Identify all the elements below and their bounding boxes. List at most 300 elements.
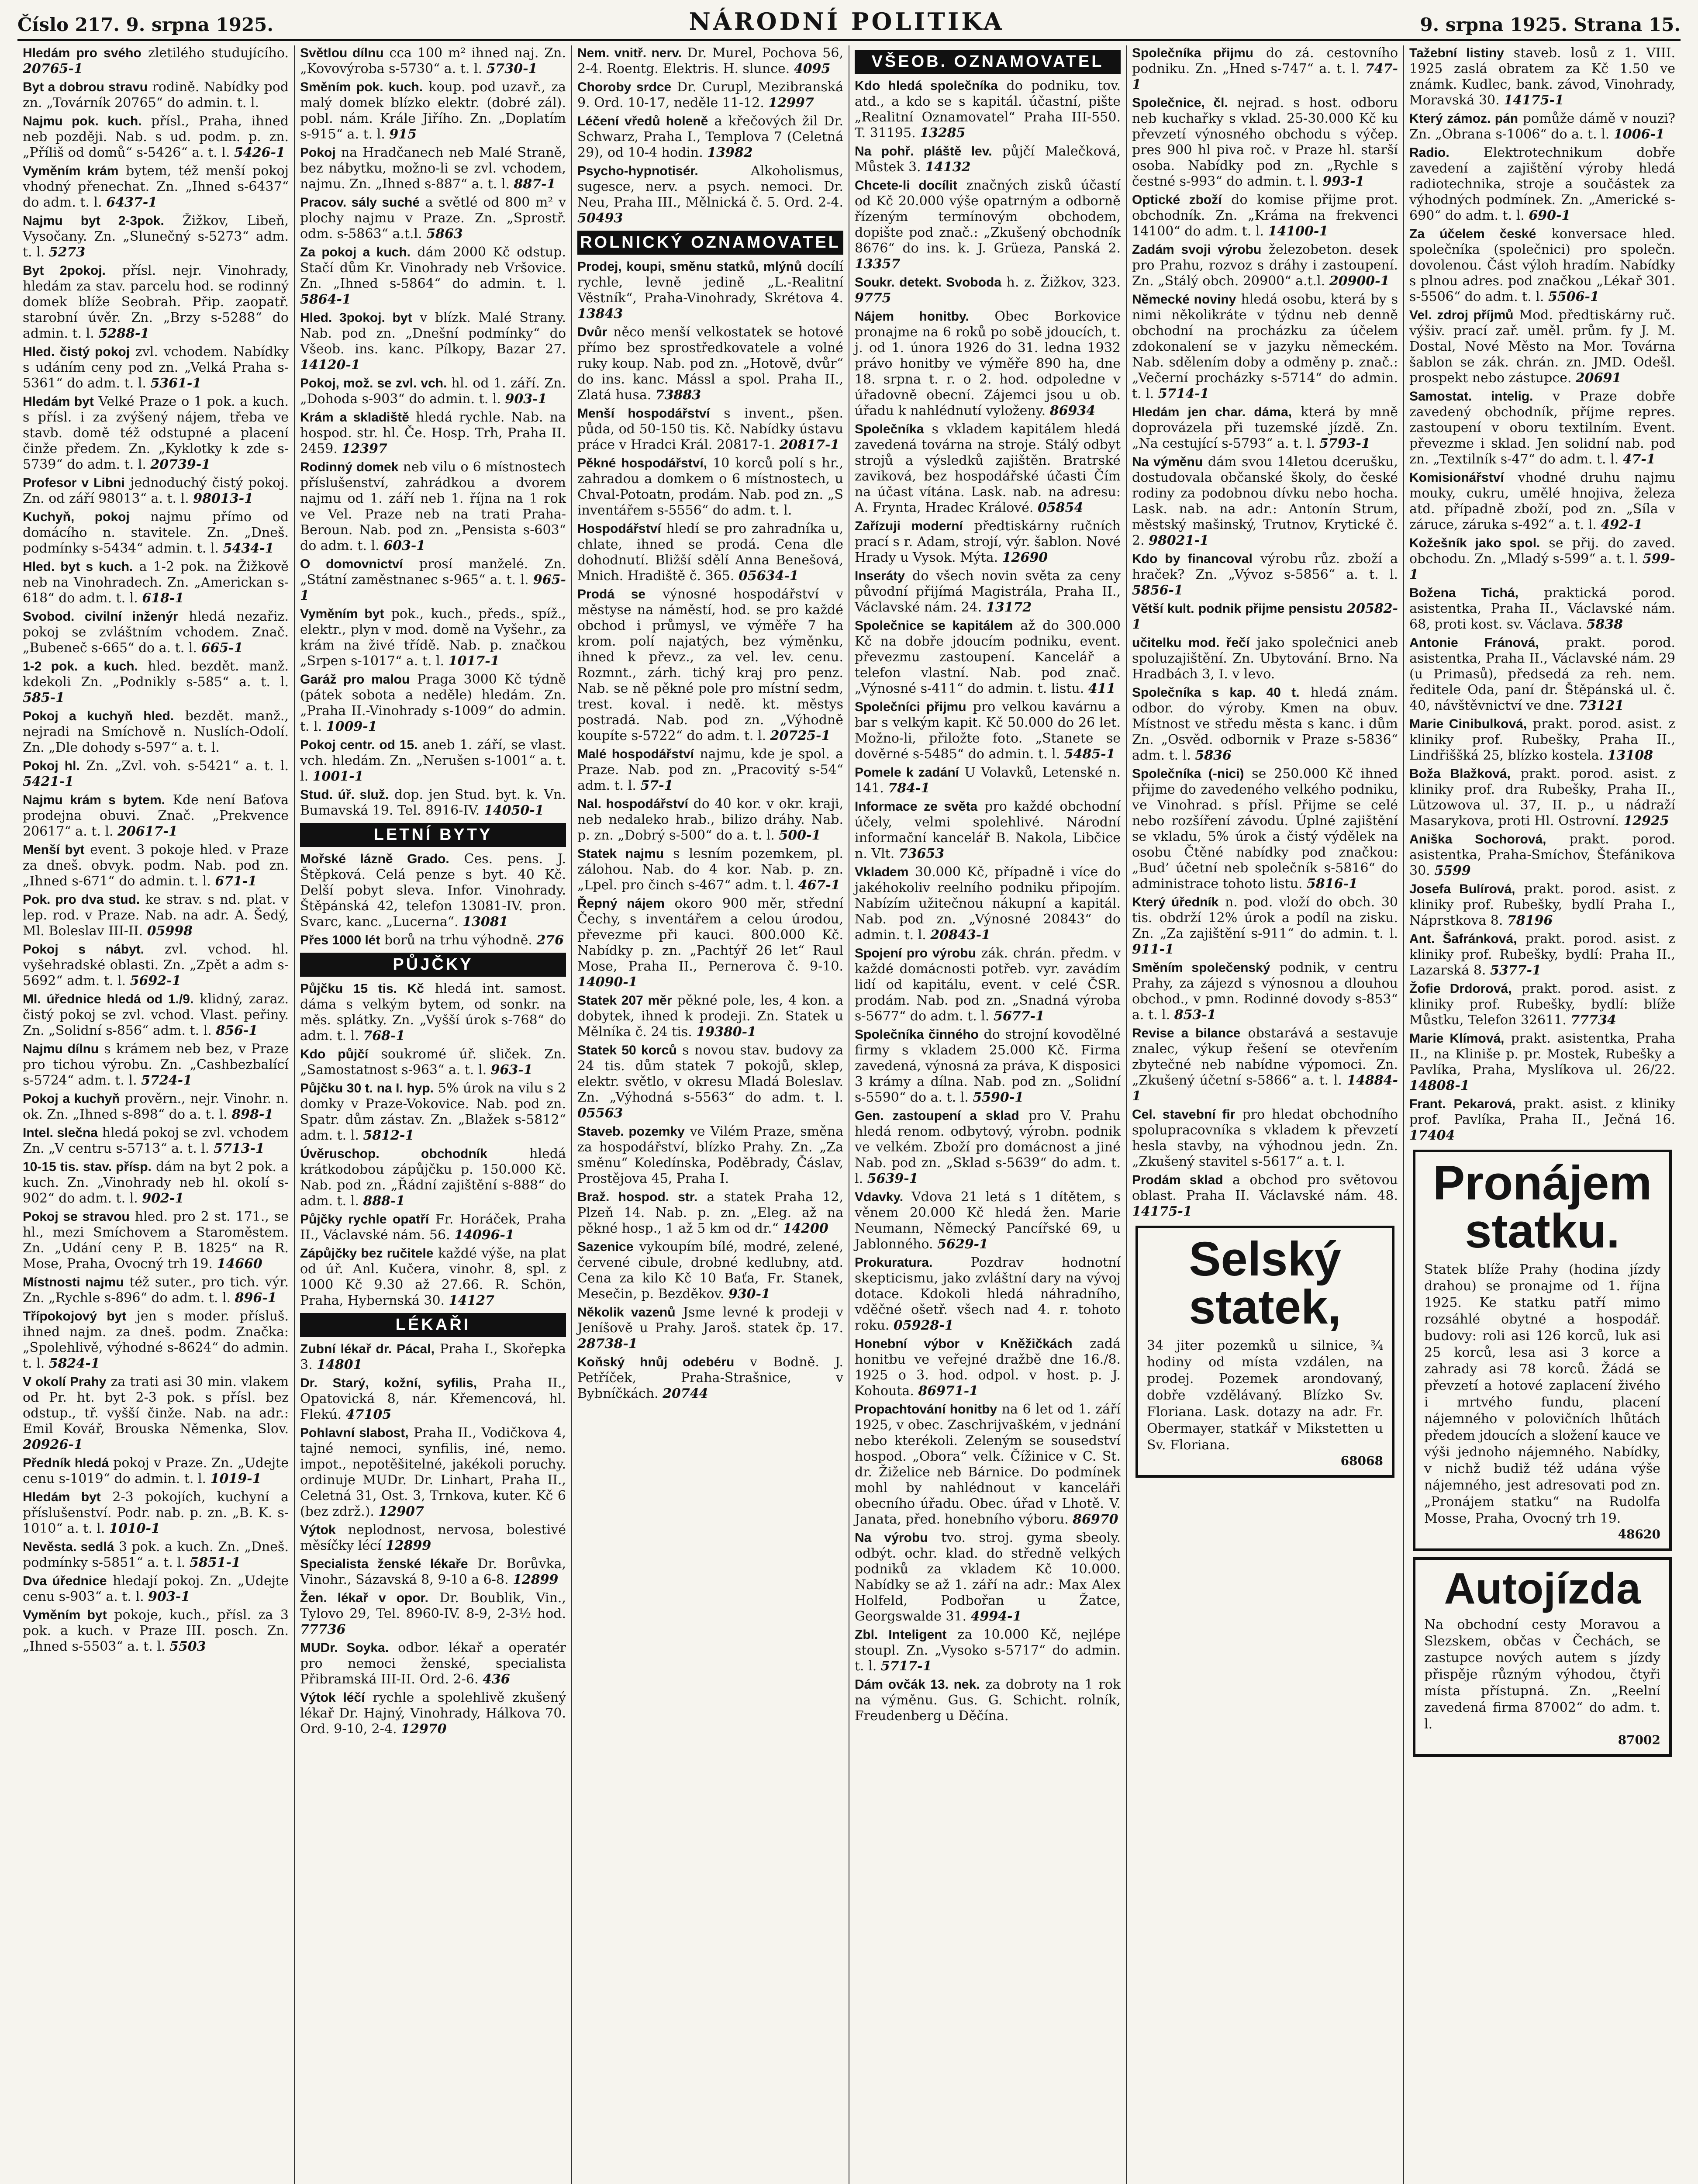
display-ad-code: 48620	[1618, 1527, 1660, 1541]
ad-keyword: Pokoj	[300, 145, 336, 160]
ad-text: neplodnost, nervosa, bolestivé měsíčky lécí	[300, 1522, 566, 1553]
classified-ad	[855, 1336, 1121, 1399]
ad-text: Dr. Murel, Pochova 56, 2-4. Roentg. Elektris. H. slunce.	[577, 45, 843, 76]
classified-ad	[577, 114, 843, 161]
ad-text: pro každé obchodní účely, velmi spolehlivé. Národní informační kancelář B. Nakola, Libčice n. Vlt.	[855, 799, 1121, 861]
ad-code: 768-1	[363, 1028, 405, 1044]
display-ad-title: Selský statek,	[1189, 1232, 1341, 1334]
ad-code: 98013-1	[193, 491, 253, 506]
ad-text: Praha II., Opatovická 8, nár. Křemencová, hl. Flekú.	[300, 1375, 566, 1422]
classified-ad	[23, 1489, 289, 1537]
classified-ad	[1409, 45, 1675, 108]
ad-text: konversace hled. společníka (společnici) pro společn. dovolenou. Část výloh hradím. Nabídky s plnou adres. pod značkou „Lékař 301. s-5506“ do adm. t. l.	[1409, 226, 1675, 304]
ad-code: 1006-1	[1613, 127, 1665, 142]
ad-text: výnosné hospodářství v městyse na náměstí, hod. se pro každé obchod i průmysl, ve výměře 7 ha krom. polí najatých, bez výměnku, ihned k převz., za vel. lev. cenu. Rozmnt., zárh. tichý kraj pro penz. Nab. se ně pěkné pole pro místní sedm, trest. koval. i nedě. kt. městys postradá. Nab. pod zn. „Výhodně koupíte s-5722“ do adm. t. l.	[577, 587, 843, 743]
ad-text: Alkoholismus, sugesce, nerv. a psych. nemoci. Dr. Neu, Praha III., Mělnická č. 5. Ord. 2-4.	[577, 163, 843, 210]
ad-text: Dr. Curupl, Mezibranská 9. Ord. 10-17, neděle 11-12.	[577, 79, 843, 111]
classified-ad	[23, 509, 289, 556]
classified-ad	[23, 1573, 289, 1605]
ad-text: na Hradčanech neb Malé Straně, bez nábytku, možno-li se zvl. vchodem, najmu. Zn. „Ihned s-887“ a. t. l.	[300, 145, 566, 192]
classified-ad	[1409, 981, 1675, 1028]
ad-text: do všech novin světa za ceny původní přijímá Magistrála, Praha II., Václavské nám. 24.	[855, 568, 1121, 615]
ad-code: 20926-1	[23, 1437, 83, 1452]
ad-text: U Volavků, Letenské n. 141.	[855, 765, 1121, 796]
ad-text: Velké Praze o 1 pok. a kuch. s přísl. i za zvýšený nájem, třeba ve stavb. domě též odstupné a placení činže předem. Zn. „Kyklotky k zde s-5739“ do adm. t. l.	[23, 394, 289, 472]
classified-ad	[23, 1209, 289, 1272]
ad-keyword: Ml. úřednice hledá od 1./9.	[23, 992, 194, 1006]
ad-text: hledá rychle. Nab. na hospod. str. hl. Če. Hosp. Trh, Praha II. 2459.	[300, 410, 566, 456]
ad-keyword: Honební výbor v Kněžičkách	[855, 1337, 1073, 1351]
ad-keyword: Inseráty	[855, 569, 905, 583]
ad-code: 5724-1	[141, 1073, 192, 1088]
classified-ad	[1132, 192, 1398, 239]
ad-code: 12925	[1623, 813, 1669, 829]
section-banner: LETNÍ BYTY	[300, 823, 566, 847]
ad-keyword: Chcete-li docílit	[855, 178, 957, 193]
classified-ad	[577, 1124, 843, 1187]
ad-code: 17404	[1409, 1128, 1455, 1143]
ad-keyword: Stud. úř. služ.	[300, 788, 389, 802]
ad-text: n. pod. vloží do obch. 30 tis. obdrží 12% úrok a podíl na zisku. Zn. „Za zajištění s-911“ do admin. t. l.	[1132, 895, 1398, 941]
classified-ad	[1409, 716, 1675, 764]
ad-text: železobeton. desek pro Prahu, rozvoz s dráhy i zastoupení. Zn. „Stálý obch. 20900“ a.t.l.	[1132, 242, 1398, 289]
ad-code: 5599	[1434, 863, 1471, 878]
ad-code: 5506-1	[1548, 289, 1599, 304]
ad-keyword: Půjčku 15 tis. Kč	[300, 981, 424, 996]
ad-keyword: Dvůr	[577, 325, 607, 339]
ad-keyword: Rodinný domek	[300, 460, 399, 474]
ad-code: 5851-1	[190, 1555, 241, 1570]
ad-text: se přij. do zaved. obchodu. Zn. „Mladý s-599“ a. t. l.	[1409, 536, 1675, 567]
ad-text: do komise přijme prot. obchodník. Zn. „Kráma na frekvenci 14100“ do adm. t. l.	[1132, 192, 1398, 239]
section-banner: ROLNICKÝ OZNAMOVATEL	[577, 231, 843, 255]
classified-ad	[23, 475, 289, 507]
ad-code: 5856-1	[1132, 583, 1183, 598]
ad-code: 5485-1	[1064, 746, 1115, 762]
ad-keyword: Nájem honitby.	[855, 309, 969, 324]
ad-keyword: Který zámoz. pán	[1409, 111, 1519, 126]
ad-keyword: Statek 50 korců	[577, 1043, 677, 1057]
classified-ad	[577, 259, 843, 322]
ad-text: hl. od 1. září. Zn. „Dohoda s-903“ do admin. t. l.	[300, 376, 566, 407]
ad-keyword: Pokoj centr. od 15.	[300, 738, 418, 752]
classified-ad	[1132, 685, 1398, 764]
ad-text: podnik, v centru Prahy, za zájezd s výnosnou a dlouhou obchod., v pmn. Rodinné dovody s-853“ a. t. l.	[1132, 960, 1398, 1023]
classified-ad	[1409, 585, 1675, 632]
ad-keyword: Společníci přijmu	[855, 700, 966, 714]
ad-code: 5863	[426, 226, 463, 242]
ad-keyword: Hledám byt	[23, 1490, 101, 1504]
ad-text: jen s moder. přísluš. ihned najm. za dneš. podm. Značka: „Spolehlivě, výhodné s-8624“ do admin. t. l.	[23, 1309, 289, 1371]
classified-ad	[577, 1189, 843, 1237]
ad-keyword: Světlou dílnu	[300, 46, 384, 60]
ad-text: do podniku, tov. atd., a kdo se s kapitál. účastní, pište „Realitní Oznamovatel“ Praha III-550. T. 31195.	[855, 78, 1121, 141]
classified-ad	[855, 946, 1121, 1024]
ad-text: předtiskárny ručních prací s r. Adam, strojí, výr. šablon. Nové Hrady u Vysok. Mýta.	[855, 518, 1121, 565]
ad-code: 618-1	[142, 591, 184, 606]
ad-text: výrobu růz. zboží a hraček? Zn. „Vývoz s-5856“ a. t. l.	[1132, 551, 1398, 582]
ad-text: 5% úrok na vilu s 2 domky v Praze-Vokovice. Nab. pod zn. Spatr. dům zástav. Zn. „Blažek s-5812“ adm. t. l.	[300, 1081, 566, 1143]
classified-ad	[300, 606, 566, 669]
ad-text: půjčí Malečková, Můstek 3.	[855, 144, 1121, 175]
ad-keyword: Společníka	[855, 422, 924, 436]
classified-ad	[855, 144, 1121, 175]
ad-text: hledá znám. odbor. do výroby. Kmen na obuv. Místnost ve středu města s kanc. i dům Zn. „Osvěd. odbornik v Praze s-5836“ adm. t. l.	[1132, 685, 1398, 763]
ad-text: Žižkov, Libeň, Vysočany. Zn. „Slunečný s-5273“ adm. t. l.	[23, 213, 289, 260]
ad-code: 1017-1	[448, 653, 500, 669]
ad-text: s vkladem kapitálem hledá zavedená továrna na stroje. Stálý odbyt strojů a výsledků zajištěn. Bratrské zaviková, bez hospodářské účasti Čím na účast vítána. Lask. nab. na adresu: A. Frynta, Hradec Králové.	[855, 422, 1121, 515]
issue-date: Číslo 217. 9. srpna 1925.	[17, 14, 274, 35]
ad-text: Ces. pens. J. Štěpková. Celá penze s byt. 40 Kč. Delší pobyt sleva. Infor. Vinohrady. Štěpánská 42, telefon 13081-IV. pron. Svarc, kanc. „Lucerna“.	[300, 851, 566, 930]
ad-keyword: Pohlavní slabost,	[300, 1426, 409, 1440]
ad-text: jednoduchý čistý pokoj. Zn. od září 98013“ a. t. l.	[23, 475, 289, 506]
ad-code: 5639-1	[867, 1171, 918, 1186]
ad-code: 5692-1	[130, 973, 181, 988]
ad-keyword: Prokuratura.	[855, 1255, 933, 1270]
display-ad	[1135, 1226, 1394, 1478]
classified-ad	[300, 310, 566, 373]
ad-text: ke strav. s nd. plat. v lep. rod. v Praze. Nab. na adr. A. Šedý, Ml. Boleslav III-II.	[23, 892, 289, 939]
classified-ad	[855, 178, 1121, 272]
ad-code: 915	[389, 127, 417, 142]
ad-code: 05634-1	[738, 568, 799, 584]
ad-keyword: Na výměnu	[1132, 455, 1203, 469]
ad-keyword: Prodej, koupi, směnu statků, mlýnů	[577, 259, 802, 274]
ad-keyword: 10-15 tis. stav. přísp.	[23, 1160, 152, 1174]
column-1	[17, 45, 295, 2184]
ad-keyword: Dva úřednice	[23, 1574, 107, 1588]
ad-text: do 40 kor. v okr. kraji, neb nedaleko hrab., bilizo dráhy. Nab. p. zn. „Dobrý s-500“ do a. t. l.	[577, 796, 843, 843]
ad-text: a obchod pro světovou oblast. Praha II. Václavské nám. 48.	[1132, 1172, 1398, 1203]
ad-text: praktická porod. asistentka, Praha II., Václavské nám. 68, proti kost. sv. Václava.	[1409, 585, 1676, 632]
ad-text: prakt. porod. asist. z kliniky prof. dra Rubešky, Praha II., Lützowova ul. 37, II. p., u nádraží Masarykova, proti Hl. Ostrovní.	[1409, 766, 1675, 829]
ad-keyword: Pracov. sály suché	[300, 195, 420, 210]
ad-keyword: Předník hledá	[23, 1456, 109, 1470]
ad-code: 14120-1	[300, 357, 360, 373]
section-banner: PŮJČKY	[300, 953, 566, 977]
ad-keyword: Pokoj s nábyt.	[23, 942, 145, 957]
ad-keyword: Který úředník	[1132, 895, 1219, 909]
section-banner: LÉKAŘI	[300, 1313, 566, 1337]
ad-keyword: Německé noviny	[1132, 292, 1236, 307]
ad-text: nejrad. s host. odboru neb kuchařky s vklad. 25-30.000 Kč ku převzetí výnosného obchodu s výčep. pres 900 hl piva roč. v Praze hl. starší osoba. Nabídky pod zn. „Rychle s čestné s-993“ do admin. t. l.	[1132, 95, 1398, 189]
classified-ad	[855, 309, 1121, 419]
ad-code: 436	[483, 1672, 510, 1687]
ad-text: soukromé úř. sliček. Zn. „Samostatnost s-963“ a. t. l.	[300, 1047, 566, 1078]
classified-ad	[1132, 1172, 1398, 1220]
ad-keyword: Antonie Fránová,	[1409, 636, 1539, 650]
ad-code: 47105	[345, 1407, 392, 1422]
ad-keyword: Pomele k zadání	[855, 765, 959, 780]
ad-code: 903-1	[148, 1589, 190, 1604]
ad-code: 1001-1	[312, 769, 364, 784]
column-4	[849, 45, 1127, 2184]
ad-code: 47-1	[1622, 452, 1656, 467]
ad-code: 898-1	[231, 1107, 274, 1122]
ad-text: pokoj v Praze. Zn. „Udejte cenu s-1019“ do admin. t. l.	[23, 1455, 289, 1486]
ad-text: vhodné druhu najmu mouky, cukru, umělé hnojiva, železa atd. případně zboží, pod zn. „Síla v záruce, záruka s-492“ a. t. l.	[1409, 470, 1675, 532]
ad-code: 14175-1	[1132, 1204, 1192, 1219]
ad-code: 9775	[855, 290, 891, 306]
ad-code: 5677-1	[993, 1009, 1045, 1024]
ad-code: 20617-1	[117, 824, 178, 839]
ad-code: 903-1	[505, 391, 547, 407]
ad-text: zletilého studujícího.	[141, 45, 289, 61]
ad-keyword: Nal. hospodářství	[577, 797, 688, 811]
ad-keyword: Kožešník jako spol.	[1409, 536, 1540, 550]
ad-text: se 250.000 Kč ihned přijme do zavedeného velkého podniku, ve Vinohrad. s přísl. Přijme se celé nebo rozšíření závodu. Úplné zajištění se vkladu, 5% úrok a čistý výdělek na osobu Čtěné nabídky pod značkou: „Bud’ účetní neb společník s-5816“ do administrace tohoto listu.	[1132, 766, 1398, 892]
classified-ad	[577, 521, 843, 584]
ad-text: pro V. Prahu hledá renom. odbytový, výrobn. podnik ve velkém. Zboží pro domácnost a jiné Nab. pod zn. „Sklad s-5639“ do adm. t. l.	[855, 1108, 1121, 1186]
ad-text: pro velkou kavárnu a bar s velkým kapit. Kč 50.000 do 26 let. Možno-li, přiložte foto. „Stanete se dověrné s-5485“ do admin. t. l.	[855, 699, 1121, 762]
ad-keyword: Pokoj se stravou	[23, 1209, 130, 1224]
ad-code: 5503	[169, 1639, 206, 1654]
ad-code: 930-1	[728, 1286, 770, 1302]
ad-keyword: Hledám jen char. dáma,	[1132, 405, 1292, 419]
classified-ad	[1132, 960, 1398, 1023]
classified-ad	[300, 145, 566, 192]
classified-ad	[300, 1375, 566, 1423]
ad-code: 20900-1	[1329, 273, 1390, 289]
classified-ad	[577, 163, 843, 226]
ad-code: 888-1	[363, 1193, 405, 1209]
classified-ad	[1132, 1026, 1398, 1104]
ad-keyword: Propachtování honitby	[855, 1402, 997, 1417]
ad-keyword: Dr. Starý, kožní, syfilis,	[300, 1376, 477, 1390]
ad-text: prakt. porod. asistentka, Praha-Smíchov, Štefánikova 30.	[1409, 832, 1675, 878]
ad-code: 14127	[449, 1293, 495, 1308]
ad-code: 50493	[577, 211, 623, 226]
ad-keyword: Najmu krám s bytem.	[23, 793, 165, 807]
classified-ad	[1409, 766, 1675, 829]
classified-ad	[23, 842, 289, 889]
ad-text: pro hledat obchodního spolupracovníka s vkladem k převzetí hesla stavby, na výhodnou jedn. Zn. „Zkušený stavitel s-5617“ a. t. l.	[1132, 1107, 1398, 1169]
ad-code: 12690	[1002, 550, 1048, 565]
ad-keyword: Pokoj hl.	[23, 759, 80, 773]
classified-ad	[855, 78, 1121, 141]
ad-code: 1010-1	[109, 1521, 160, 1536]
ad-text: prakt. porod. asistentka, Praha II., Václavské nám. 29 (u Primasů), předsedá za reh. nem. ředitele Oda, paní dr. Štěpánská ul. č. 40, návštěvnictví ve dne.	[1409, 635, 1675, 713]
ad-text: 10 korců polí s hr., zahradou a domkem o 6 místnostech, u Chval-Potoatn, prodám. Nab. pod zn. „S inventářem s-5556“ do adm. t. l.	[577, 456, 843, 518]
classified-ad	[1409, 1096, 1675, 1144]
ad-code: 5714-1	[1158, 386, 1209, 401]
column-2	[295, 45, 572, 2184]
classified-ad	[855, 1530, 1121, 1624]
ad-keyword: Soukr. detekt. Svoboda	[855, 275, 1001, 290]
ad-code: 20691	[1575, 370, 1622, 386]
ad-keyword: Za pokoj a kuch.	[300, 245, 411, 259]
classified-ad	[855, 1402, 1121, 1527]
ad-text: 2-3 pokojích, kuchyní a příslušenství. Podr. nab. p. zn. „B. K. s-1010“ a. t. l.	[23, 1489, 289, 1536]
column-5	[1127, 45, 1404, 2184]
ad-code: 1009-1	[326, 719, 377, 734]
classified-ad	[23, 344, 289, 391]
ad-keyword: Hled. 3pokoj. byt	[300, 311, 412, 325]
ad-keyword: Výtok léčí	[300, 1690, 365, 1705]
ad-keyword: Ant. Šafránková,	[1409, 932, 1517, 946]
ad-code: 963-1	[490, 1062, 533, 1078]
ad-code: 853-1	[1174, 1007, 1216, 1023]
ad-keyword: Společnice, čl.	[1132, 96, 1228, 110]
ad-text: odbor. lékař a operatér pro nemoci ženské, specialista Přibramská III-II. Ord. 2-6.	[300, 1640, 566, 1687]
ad-text: do strojní kovodělné firmy s vkladem 25.000 Kč. Firma zavedená, výnosná za práva, K disposici 3 krámy a dílna. Nab. pod zn. „Solidní s-5590“ do a. t. l.	[855, 1027, 1121, 1105]
masthead	[17, 8, 1681, 41]
classified-ad	[1409, 145, 1675, 224]
classified-ad	[23, 394, 289, 473]
classified-ad	[577, 1355, 843, 1402]
ad-code: 20817-1	[779, 437, 840, 453]
ad-keyword: Vyměním krám	[23, 164, 119, 178]
ad-code: 14801	[317, 1357, 362, 1372]
ad-text: hledá pokoj se zvl. vchodem Zn. „V centru s-5713“ a. t. l.	[23, 1125, 289, 1156]
ad-keyword: Koňský hnůj odebéru	[577, 1355, 735, 1369]
ad-keyword: Žofie Drdorová,	[1409, 981, 1512, 996]
display-ad-body: 34 jiter pozemků u silnice, ¾ hodiny od místa vzdálen, na prodej. Pozemek arondovaný, dobře vzdělávaný. Blízko Sv. Floriana. Lask. dotazy na adr. Fr. Obermayer, statkář v Mikstetten u Sv. Floriana.	[1147, 1338, 1383, 1453]
classified-ad	[1132, 635, 1398, 682]
ad-keyword: Intel. slečna	[23, 1126, 98, 1140]
ad-text: h. z. Žižkov, 323.	[1001, 275, 1121, 290]
ad-keyword: O domovnictví	[300, 557, 403, 571]
ad-code: 5426-1	[234, 145, 285, 160]
ad-text: prakt. porod. asist. z kliniky prof. Rubešky, bydlí Praha I., Náprstkova 8.	[1409, 881, 1675, 928]
classified-ad	[23, 1159, 289, 1206]
ad-text: a 1-2 pok. na Žižkově neb na Vinohradech. Zn. „Americkan s-618“ do adm. t. l.	[23, 559, 289, 606]
ad-keyword: Přes 1000 lét	[300, 933, 380, 947]
ad-code: 856-1	[216, 1023, 258, 1038]
ad-code: 585-1	[23, 690, 65, 705]
ad-text: hledá krátkodobou zápůjčku p. 150.000 Kč. Nab. pod zn. „Řádní zajištění s-888“ do adm. t. l.	[300, 1146, 566, 1209]
ad-code: 13982	[707, 145, 753, 160]
ad-keyword: Kdo by financoval	[1132, 552, 1253, 566]
ad-text: Zn. „Zvl. voh. s-5421“ a. t. l.	[79, 758, 289, 774]
ad-keyword: Hledám pro svého	[23, 46, 142, 60]
classified-ad	[1132, 454, 1398, 549]
ad-keyword: Marie Klímová,	[1409, 1031, 1505, 1046]
ad-text: v Bodně. J. Petříček, Praha-Strašnice, v Bybníčkách.	[577, 1355, 843, 1401]
classified-ad	[1132, 45, 1398, 93]
ad-keyword: Na výrobu	[855, 1531, 928, 1545]
ad-code: 73883	[655, 387, 701, 403]
ad-text: Praha II., Vodičkova 4, tajné nemoci, synfilis, iné, nemo. impot., nepotěšitelné, jakékoli poruchy. ordinuje MUDr. Dr. Linhart, Praha II., Celetná 31, Ost. 3, Trnkova, kuter. Kč 6 (bez zdrž.).	[300, 1425, 566, 1519]
ad-code: 5361-1	[150, 376, 202, 391]
ad-keyword: Žen. lékař v opor.	[300, 1591, 428, 1605]
ad-text: Jsme levné k prodeji v Jeníšově u Prahy. Jaroš. statek čp. 17.	[577, 1305, 843, 1336]
ad-text: a statek Praha 12, Plzeň 14. Nab. p. zn. „Eleg. až na pěkné hosp., 1 až 5 km od dr.“	[577, 1189, 843, 1236]
ad-code: 5864-1	[300, 292, 351, 307]
ad-code: 14090-1	[577, 975, 638, 990]
classified-ad	[23, 1309, 289, 1372]
ad-code: 4994-1	[970, 1609, 1022, 1624]
display-ad	[1413, 1150, 1672, 1551]
classified-ad	[23, 45, 289, 77]
ad-keyword: Radio.	[1409, 145, 1450, 160]
ad-text: rychle a spolehlivě zkušený lékař Dr. Hajný, Vinohrady, Hálkova 70. Ord. 9-10, 2-4.	[300, 1690, 566, 1737]
ad-text: tvo. stroj. gyma sbeoly. odbýt. ochr. klad. do středně velkých podniků za vkladem Kč 10.000. Nabídky se až 1. září na adr.: Max Alex Holfeld, Podbořan u Žatce, Georgswalde 31.	[855, 1530, 1121, 1624]
ad-text: prakt. asistentka, Praha II., na Kliniše p. pr. Mostek, Rubešky a Pavlíka, Praha, Myslíkova ul. 26/22.	[1409, 1031, 1675, 1078]
ad-text: koup. pod uzavř., za malý domek blízko elektr. (dobré zál). pobl. nám. Krále Jiřího. Zn. „Doplatím s-915“ a. t. l.	[300, 79, 566, 142]
ad-text: Obec Borkovice pronajme na 6 roků po sobě jdoucích, t. j. od 1. února 1926 do 31. ledna 1932 právo honitby ve výměře 890 ha, dne 18. srpna t. r. o 2. hod. odpoledne v úřadovně obecní. Zájemci jsou u ob. úřadu k nahlédnutí vyloženy.	[855, 309, 1121, 418]
ad-code: 14660	[217, 1256, 262, 1272]
ad-keyword: Pokoj a kuchyň	[23, 1092, 120, 1106]
ad-keyword: Optické zboží	[1132, 193, 1222, 207]
ad-keyword: Směním společenský	[1132, 961, 1270, 975]
ad-code: 28738-1	[577, 1336, 638, 1351]
ad-text: Elektrotechnikum dobře zavedení a zajištění výroby hledá radiotechnika, stroje a součástek za výhodných podmínek. Zn. „Americké s-690“ do adm. t. l.	[1409, 145, 1675, 223]
ad-code: 13843	[577, 306, 623, 321]
ad-keyword: Několik vazenů	[577, 1305, 676, 1320]
ad-text: až do 300.000 Kč na dobře jdoucím podniku, event. převezmu zastoupení. Kancelář a telefon vlastní. Nab. pod znač. „Výnosné s-411“ do admin. t. listu.	[855, 618, 1121, 696]
ad-text: pomůže dámě v nouzi? Zn. „Obrana s-1006“ do a. t. l.	[1409, 111, 1675, 142]
classified-ad	[577, 1043, 843, 1121]
ad-code: 665-1	[201, 640, 243, 656]
ad-text: s novou stav. budovy za 24 tis. dům statek 7 pokojů, sklep, elektr. světlo, v okresu Mladá Boleslav. Zn. „Výhodná s-5563“ do adm. t. l.	[577, 1043, 843, 1105]
classified-ad	[1409, 389, 1675, 467]
classified-ad	[300, 460, 566, 554]
ad-text: za dobroty na 1 rok na výměnu. Gus. G. Schicht. rolník, Freudenberg u Děčína.	[855, 1677, 1121, 1724]
classified-ad	[23, 79, 289, 111]
ad-keyword: Vkladem	[855, 865, 909, 879]
classified-ad	[300, 1047, 566, 1078]
ad-code: 20582-1	[1132, 601, 1398, 632]
ad-keyword: Spojení pro výrobu	[855, 946, 976, 961]
classified-ad	[300, 45, 566, 77]
classified-ad	[300, 1146, 566, 1209]
ad-text: a křečových žil Dr. Schwarz, Praha I., Templova 7 (Celetná 29), od 10-4 hodin.	[577, 114, 843, 160]
classified-ad	[855, 799, 1121, 862]
ad-keyword: Směním pok. kuch.	[300, 80, 423, 94]
ad-keyword: Pokoj a kuchyň hled.	[23, 709, 174, 723]
ad-text: rodině. Nabídky pod zn. „Továrník 20765“ do admin. t. l.	[23, 79, 289, 111]
ad-keyword: Boža Blažková,	[1409, 767, 1511, 781]
ad-code: 98021-1	[1149, 533, 1209, 548]
ad-keyword: Nem. vnitř. nerv.	[577, 46, 682, 60]
classified-ad	[855, 275, 1121, 306]
ad-keyword: Zbl. Inteligent	[855, 1628, 947, 1642]
classified-ad	[23, 1374, 289, 1453]
ad-code: 13357	[855, 256, 901, 272]
classified-ad	[23, 892, 289, 939]
ad-code: 5717-1	[880, 1659, 932, 1674]
ad-code: 5793-1	[1319, 436, 1370, 451]
ad-text: přísl., Praha, ihned neb později. Nab. s ud. podm. p. zn. „Příliš od domů“ s-5426“ a. t. l.	[23, 114, 289, 160]
classified-ad	[23, 114, 289, 161]
ad-keyword: Sazenice	[577, 1240, 634, 1254]
ad-text: zvl. vchodem. Nabídky s udáním ceny pod zn. „Velká Praha s-5361“ do adm. t. l.	[23, 344, 289, 391]
ad-text: jako společnici aneb spoluzajištění. Zn. Ubytování. Brno. Na Hradbách 3, I. v levo.	[1132, 635, 1398, 682]
ad-keyword: Společníka činného	[855, 1027, 979, 1042]
ad-keyword: V okolí Prahy	[23, 1375, 107, 1389]
ad-text: aneb 1. září, se vlast. vch. hledám. Zn. „Nerušen s-1001“ a. t. l.	[300, 737, 566, 784]
classified-ad	[577, 456, 843, 518]
classified-ad	[1132, 1107, 1398, 1170]
ad-code: 86971-1	[918, 1383, 979, 1399]
classified-ad	[23, 1125, 289, 1157]
ad-code: 14132	[925, 159, 971, 175]
classified-ad	[855, 568, 1121, 615]
classified-ad	[1132, 601, 1398, 632]
ad-code: 784-1	[888, 781, 930, 796]
classified-ad	[23, 1607, 289, 1655]
ad-text: zadá honitbu ve veřejné dražbě dne 16./8. 1925 o 3. hod. odpol. v host. p. J. Kohouta.	[855, 1336, 1121, 1399]
ad-code: 14050-1	[483, 803, 544, 818]
ad-text: Dr. Boublik, Vin., Tylovo 29, Tel. 8960-IV. 8-9, 2-3½ hod.	[300, 1590, 566, 1621]
ad-keyword: Pok. pro dva stud.	[23, 892, 140, 907]
ad-text: pokoje, kuch., přísl. za 3 pok. a kuch. v Praze III. posch. Zn. „Ihned s-5503“ a. t. l.	[23, 1607, 289, 1654]
ad-keyword: Mořské lázně Grado.	[300, 852, 449, 866]
ad-text: za trati asi 30 min. vlakem od Pr. ht. byt 2-3 pok. s přísl. bez odstup., tř. vyšší činže. Nab. na adr.: Emil Kovář, Brouska Němenka, Slov.	[23, 1374, 289, 1437]
ad-text: něco menší velkostatek se hotové přímo bez sprostředkovatele a volné ruky koup. Nab. pod zn. „Hotově, dvůr“ do ins. kanc. Mássl a spol. Praha II., Zlatá husa.	[577, 325, 843, 403]
display-ad	[1413, 1557, 1672, 1757]
